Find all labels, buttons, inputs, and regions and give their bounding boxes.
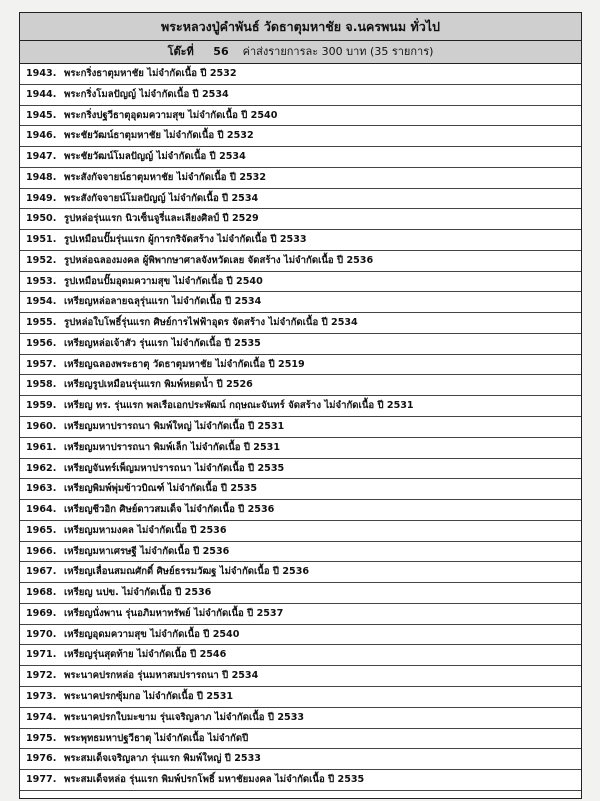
list-item (20, 583, 581, 604)
item-number: 1952. (26, 254, 57, 266)
list-item (20, 334, 581, 355)
list-item (20, 272, 581, 293)
item-number: 1950. (26, 213, 57, 225)
item-description: เหรียญหล่อเจ้าสัว รุ่นแรก ไม่จำกัดเนื้อ ปี 2535 (64, 337, 261, 349)
list-item (20, 375, 581, 396)
page-info (168, 41, 229, 63)
item-number: 1944. (26, 88, 57, 100)
list-item (20, 292, 581, 313)
item-description: เหรียญฉลองพระธาตุ วัดธาตุมหาชัย ไม่จำกัดเนื้อ ปี 2519 (64, 358, 305, 370)
item-number: 1971. (26, 649, 57, 661)
list-item (20, 126, 581, 147)
item-list (20, 64, 581, 791)
item-number: 1947. (26, 151, 57, 163)
item-number: 1954. (26, 296, 57, 308)
list-item (20, 106, 581, 127)
list-item (20, 479, 581, 500)
item-number: 1953. (26, 275, 57, 287)
list-item (20, 459, 581, 480)
item-description: เหรียญหล่อลายฉลุรุ่นแรก ไม่จำกัดเนื้อ ปี 2534 (64, 296, 262, 308)
item-number: 1970. (26, 628, 57, 640)
catalog-title: พระหลวงปู่คำพันธ์ วัดธาตุมหาชัย จ.นครพนม ทั่วไป (20, 13, 581, 41)
pricing-note: ค่าส่งรายการละ 300 บาท (35 รายการ) (242, 45, 434, 58)
item-number: 1951. (26, 234, 57, 246)
list-item (20, 355, 581, 376)
list-item (20, 438, 581, 459)
item-description: พระสมเด็จเจริญลาภ รุ่นแรก พิมพ์ใหญ่ ปี 2533 (64, 753, 261, 765)
item-number: 1973. (26, 690, 57, 702)
item-description: เหรียญรูปเหมือนรุ่นแรก พิมพ์หยดน้ำ ปี 2526 (64, 379, 253, 391)
list-item (20, 417, 581, 438)
list-item (20, 625, 581, 646)
item-number: 1958. (26, 379, 57, 391)
item-description: พระชัยวัฒน์โมลปัญญ์ ไม่จำกัดเนื้อ ปี 2534 (64, 151, 246, 163)
item-number: 1963. (26, 483, 57, 495)
item-number: 1977. (26, 774, 57, 786)
list-item (20, 770, 581, 791)
item-description: รูปเหมือนปั๊มรุ่นแรก ผู้การกริจัดสร้าง ไม่จำกัดเนื้อ ปี 2533 (64, 234, 307, 246)
catalog-sheet (19, 12, 582, 799)
item-description: เหรียญรุ่นสุดท้าย ไม่จำกัดเนื้อ ปี 2546 (64, 649, 227, 661)
item-description: พระนาคปรกใบมะขาม รุ่นเจริญลาภ ไม่จำกัดเนื้อ ปี 2533 (64, 711, 305, 723)
list-item (20, 749, 581, 770)
item-description: เหรียญนั่งพาน รุ่นอภิมหาทรัพย์ ไม่จำกัดเนื้อ ปี 2537 (64, 607, 284, 619)
item-number: 1967. (26, 566, 57, 578)
item-description: พระสมเด็จหล่อ รุ่นแรก พิมพ์ปรกโพธิ์ มหาชัยมงคล ไม่จำกัดเนื้อ ปี 2535 (64, 774, 365, 786)
list-item (20, 666, 581, 687)
item-description: เหรียญจันทร์เพ็ญมหาปรารถนา ไม่จำกัดเนื้อ ปี 2535 (64, 462, 285, 474)
item-description: เหรียญมหามงคล ไม่จำกัดเนื้อ ปี 2536 (64, 524, 227, 536)
list-item (20, 562, 581, 583)
item-number: 1949. (26, 192, 57, 204)
item-description: พระชัยวัฒน์ธาตุมหาชัย ไม่จำกัดเนื้อ ปี 2532 (64, 130, 254, 142)
item-number: 1966. (26, 545, 57, 557)
item-number: 1969. (26, 607, 57, 619)
item-description: รูปหล่อฉลองมงคล ผู้พิพากษาศาลจังหวัดเลย จัดสร้าง ไม่จำกัดเนื้อ ปี 2536 (64, 254, 374, 266)
item-number: 1968. (26, 587, 57, 599)
list-item (20, 147, 581, 168)
list-item (20, 396, 581, 417)
list-item (20, 687, 581, 708)
item-description: เหรียญเลื่อนสมณศักดิ์ ศิษย์ธรรมวัฒฐ ไม่จำกัดเนื้อ ปี 2536 (64, 566, 310, 578)
item-description: เหรียญอุดมความสุข ไม่จำกัดเนื้อ ปี 2540 (64, 628, 240, 640)
item-description: พระกริ่งปฐวีธาตุอุดมความสุข ไม่จำกัดเนื้อ ปี 2540 (64, 109, 278, 121)
item-description: พระสังกัจจายน์ธาตุมหาชัย ไม่จำกัดเนื้อ ปี 2532 (64, 171, 267, 183)
list-item (20, 85, 581, 106)
item-number: 1964. (26, 504, 57, 516)
item-description: พระกริ่งธาตุมหาชัย ไม่จำกัดเนื้อ ปี 2532 (64, 68, 237, 79)
table-info-bar (20, 41, 581, 64)
list-item (20, 64, 581, 85)
item-description: พระพุทธมหาปฐวีธาตุ ไม่จำกัดเนื้อ ไม่จำกัดปี (64, 732, 249, 744)
item-number: 1957. (26, 358, 57, 370)
item-description: พระกริ่งโมลปัญญ์ ไม่จำกัดเนื้อ ปี 2534 (64, 88, 229, 100)
item-number: 1976. (26, 753, 57, 765)
item-number: 1974. (26, 711, 57, 723)
item-number: 1972. (26, 670, 57, 682)
item-description: เหรียญชีวอิก ศิษย์ดาวสมเด็จ ไม่จำกัดเนื้อ ปี 2536 (64, 504, 275, 516)
list-item (20, 168, 581, 189)
list-item (20, 604, 581, 625)
item-number: 1959. (26, 400, 57, 412)
list-item (20, 251, 581, 272)
list-item (20, 500, 581, 521)
item-number: 1946. (26, 130, 57, 142)
item-description: พระสังกัจจายน์โมลปัญญ์ ไม่จำกัดเนื้อ ปี 2534 (64, 192, 259, 204)
item-number: 1962. (26, 462, 57, 474)
item-description: เหรียญมหาเศรษฐี ไม่จำกัดเนื้อ ปี 2536 (64, 545, 230, 557)
item-number: 1956. (26, 337, 57, 349)
item-number: 1943. (26, 68, 57, 79)
list-item (20, 313, 581, 334)
item-description: เหรียญ นปข. ไม่จำกัดเนื้อ ปี 2536 (64, 587, 212, 599)
table-label: โต๊ะที่ (167, 45, 194, 58)
item-number: 1960. (26, 421, 57, 433)
list-item (20, 189, 581, 210)
list-item (20, 729, 581, 750)
item-description: เหรียญ ทร. รุ่นแรก พลเรือเอกประพัฒน์ กฤษณะจันทร์ จัดสร้าง ไม่จำกัดเนื้อ ปี 2531 (64, 400, 414, 412)
list-item (20, 230, 581, 251)
item-description: รูปหล่อใบโพธิ์รุ่นแรก ศิษย์การไฟฟ้าอุดร จัดสร้าง ไม่จำกัดเนื้อ ปี 2534 (64, 317, 358, 329)
item-description: รูปหล่อรุ่นแรก นิวเซ็นจูรี่และเลียงศิลป์ ปี 2529 (64, 213, 259, 225)
item-description: พระนาคปรกซุ้มกอ ไม่จำกัดเนื้อ ปี 2531 (64, 690, 234, 702)
item-number: 1961. (26, 441, 57, 453)
item-description: พระนาคปรกหล่อ รุ่นมหาสมปรารถนา ปี 2534 (64, 670, 259, 682)
item-description: เหรียญมหาปรารถนา พิมพ์เล็ก ไม่จำกัดเนื้อ ปี 2531 (64, 441, 281, 453)
item-number: 1965. (26, 524, 57, 536)
list-item (20, 209, 581, 230)
item-number: 1945. (26, 109, 57, 121)
item-number: 1975. (26, 732, 57, 744)
item-number: 1948. (26, 171, 57, 183)
item-number: 1955. (26, 317, 57, 329)
list-item (20, 542, 581, 563)
list-item (20, 708, 581, 729)
item-description: รูปเหมือนปั๊มอุดมความสุข ไม่จำกัดเนื้อ ปี 2540 (64, 275, 263, 287)
list-item (20, 645, 581, 666)
list-item (20, 521, 581, 542)
item-description: เหรียญมหาปรารถนา พิมพ์ใหญ่ ไม่จำกัดเนื้อ ปี 2531 (64, 421, 285, 433)
table-number: 56 (213, 45, 229, 58)
item-description: เหรียญพิมพ์พุ่มข้าวบิณฑ์ ไม่จำกัดเนื้อ ปี 2535 (64, 483, 258, 495)
